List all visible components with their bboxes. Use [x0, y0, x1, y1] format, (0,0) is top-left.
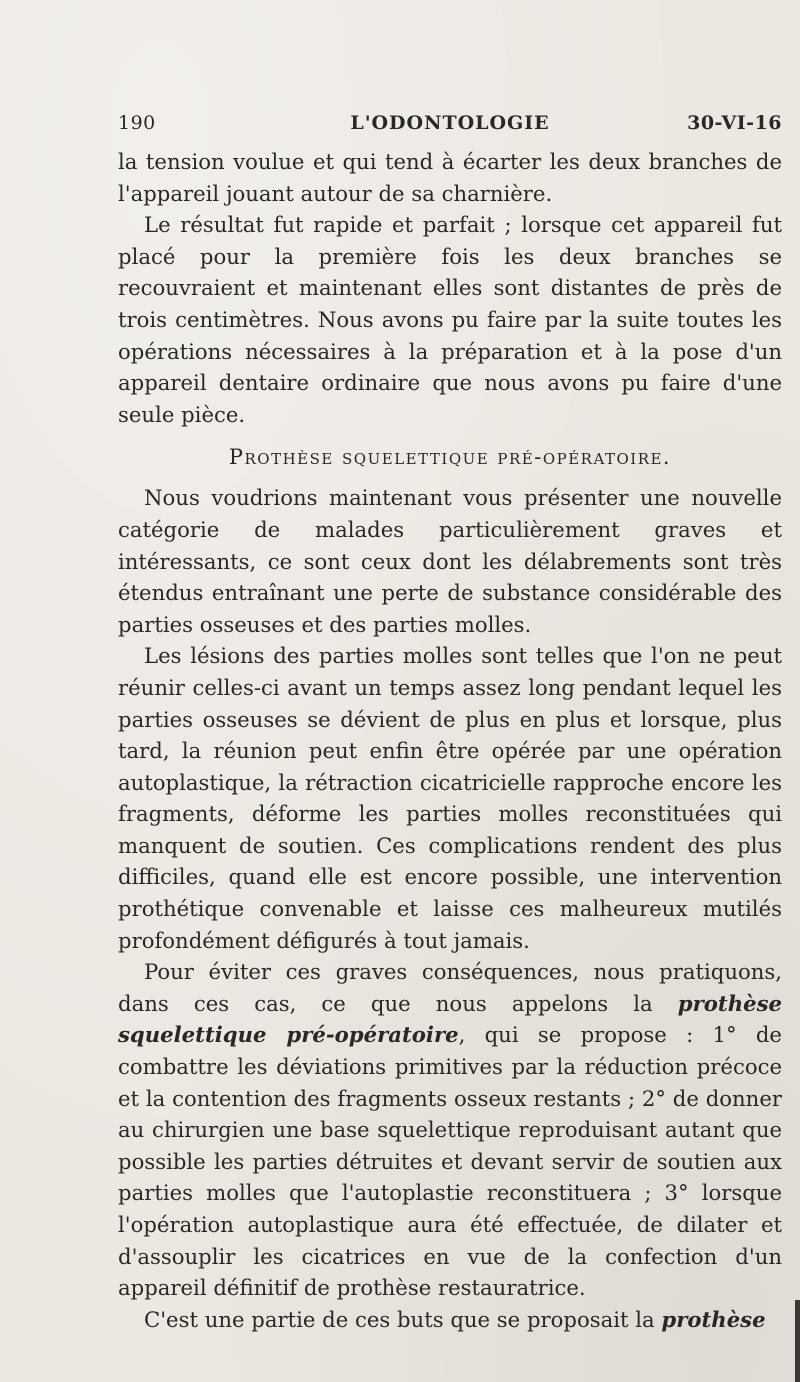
- page-edge-shadow: [795, 1300, 800, 1382]
- journal-title: L'ODONTOLOGIE: [350, 112, 550, 134]
- paragraph-3: Nous voudrions maintenant vous présenter une nouvelle catégorie de malades particulièrement graves et intéressants, ce sont ceux dont les délabrements sont très étendus entraînant une perte de substance considérable des parties osseuses et des parties molles.: [118, 485, 782, 637]
- section-title: Prothèse squelettique pré-opératoire.: [228, 445, 672, 470]
- paragraph-5-emphasis: prothèse squelettique pré-opératoire: [118, 990, 782, 1048]
- issue-date: 30-VI-16: [687, 112, 782, 134]
- running-header: [118, 108, 782, 142]
- paragraph-6-emphasis: prothèse: [661, 1306, 766, 1332]
- body-text: [118, 146, 782, 1335]
- paragraph-6: [118, 1304, 782, 1336]
- paragraph-4: Les lésions des parties molles sont telles que l'on ne peut réunir celles-ci avant un temps assez long pendant lequel les parties osseuses se dévient de plus en plus et lorsque, plus tard, la réunion peut enfin être opérée par une opération autoplastique, la rétraction cicatricielle rapproche encore les fragments, déforme les parties molles reconstituées qui manquent de soutien. Ces complications rendent des plus difficiles, quand elle est encore possible, une intervention prothétique convenable et laisse ces malheureux mutilés profondément défigurés à tout jamais.: [118, 643, 782, 953]
- paragraph-1: la tension voulue et qui tend à écarter les deux branches de l'appareil jouant autour de sa charnière.: [118, 149, 782, 206]
- page-number: 190: [118, 112, 156, 134]
- paragraph-6-start: C'est une partie de ces buts que se proposait la: [144, 1306, 662, 1332]
- paragraph-5-start: Pour éviter ces graves conséquences, nous pratiquons, dans ces cas, ce que nous appelons la: [118, 959, 782, 1016]
- paragraph-5: [118, 956, 782, 1304]
- paragraph-5-end: , qui se propose : 1° de combattre les déviations primitives par la réduction précoce et la contention des fragments osseux restants ; 2° de donner au chirurgien une base squelettique reproduisant autant que possible les parties détruites et devant servir de soutien aux parties molles que l'autoplastie reconstituera ; 3° lorsque l'opération autoplastique aura été effectuée, de dilater et d'assouplir les cicatrices en vue de la confection d'un appareil définitif de prothèse restauratrice.: [118, 1022, 782, 1301]
- paragraph-2: Le résultat fut rapide et parfait ; lorsque cet appareil fut placé pour la première fois les deux branches se recouvraient et maintenant elles sont distantes de près de trois centimètres. Nous avons pu faire par la suite toutes les opérations nécessaires à la préparation et à la pose d'un appareil dentaire ordinaire que nous avons pu faire d'une seule pièce.: [118, 212, 782, 427]
